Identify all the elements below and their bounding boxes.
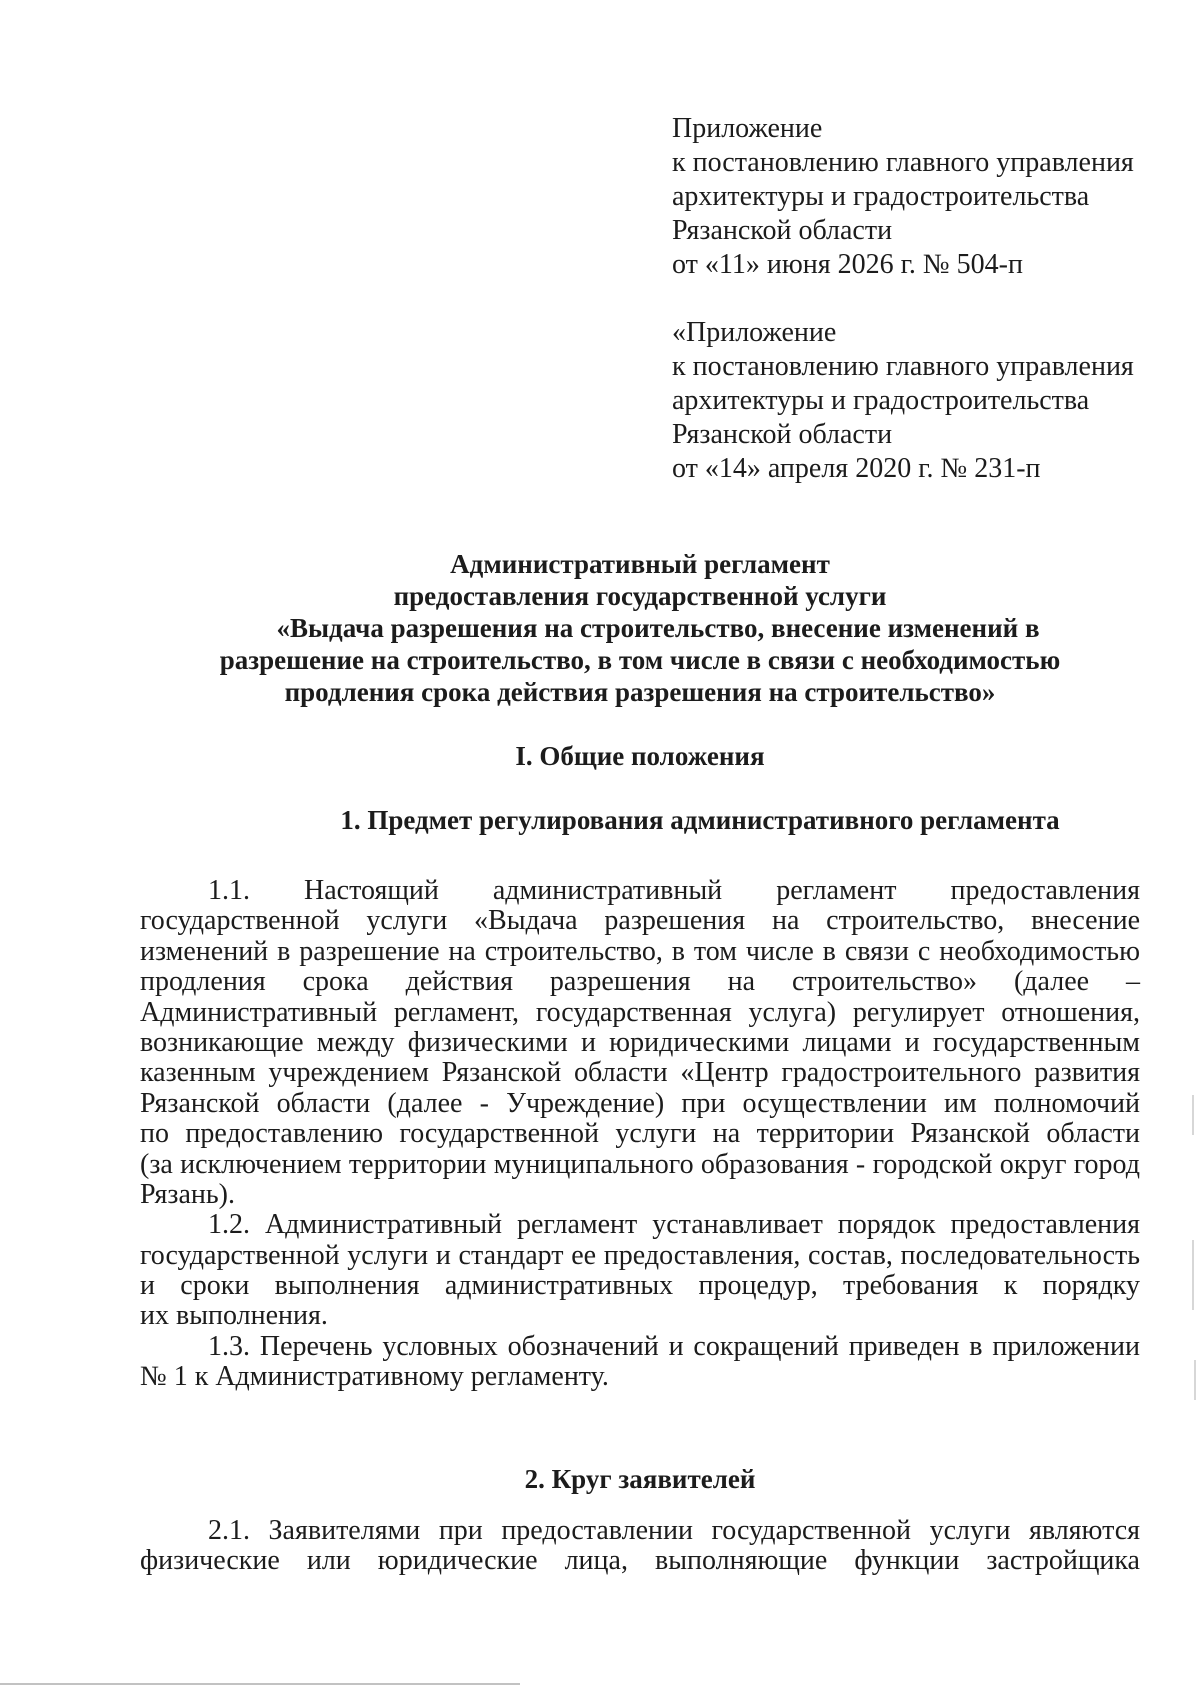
paragraph-line: продления срока действия разрешения на строительство» (далее – — [140, 966, 1140, 998]
paragraph-line: 1.3. Перечень условных обозначений и сокращений приведен в приложении — [208, 1330, 1140, 1362]
subsection-1-text — [140, 876, 1140, 1393]
paragraph-line: 1.2. Административный регламент устанавливает порядок предоставления — [208, 1209, 1140, 1241]
attachment-block-current — [672, 112, 1192, 282]
paragraph-line: физические или юридические лица, выполняющие функции застройщика — [140, 1545, 1140, 1577]
paragraph-line: их выполнения. — [140, 1300, 328, 1332]
paragraph-line: 2.1. Заявителями при предоставлении государственной услуги являются — [208, 1515, 1140, 1546]
paragraph-line: Рязань). — [140, 1178, 235, 1210]
paragraph-line: Административный регламент, государственная услуга) регулирует отношения, — [140, 996, 1140, 1028]
attachment-line: к постановлению главного управления — [672, 147, 1134, 178]
attachment-line: «Приложение — [672, 317, 837, 348]
attachment-line: к постановлению главного управления — [672, 351, 1134, 382]
title-line: предоставления государственной услуги — [393, 581, 887, 611]
paragraph-line: государственной услуги и стандарт ее предоставления, состав, последовательность — [140, 1239, 1140, 1271]
attachment-line: Приложение — [672, 113, 823, 144]
paragraph-line: Рязанской области (далее - Учреждение) при осуществлении им полномочий — [140, 1087, 1140, 1119]
attachment-line: Рязанской области — [672, 419, 893, 450]
paragraph-line: № 1 к Административному регламенту. — [140, 1361, 609, 1393]
paragraph-line: 1.1. Настоящий административный регламент предоставления — [208, 875, 1140, 906]
scan-edge-mark — [1194, 1360, 1196, 1400]
attachment-line: архитектуры и градостроительства — [672, 385, 1090, 416]
paragraph-line: возникающие между физическими и юридическими лицами и государственным — [140, 1026, 1140, 1058]
paragraph-line: государственной услуги «Выдача разрешения на строительство, внесение — [140, 905, 1140, 937]
document-title — [140, 548, 1140, 708]
title-line: Административный регламент — [450, 549, 830, 579]
attachment-line: от «11» июня 2026 г. № 504-п — [672, 249, 1023, 280]
subsection-heading: 1. Предмет регулирования административного регламента — [340, 805, 1060, 835]
section-heading: I. Общие положения — [515, 741, 765, 771]
subsection-heading: 2. Круг заявителей — [524, 1464, 756, 1494]
subsection-2-text — [140, 1516, 1140, 1577]
scan-edge-mark — [1192, 1095, 1194, 1135]
title-line: «Выдача разрешения на строительство, внесение изменений в — [276, 613, 1040, 643]
attachment-line: архитектуры и градостроительства — [672, 181, 1090, 212]
title-line: разрешение на строительство, в том числе в связи с необходимостью — [219, 645, 1061, 675]
title-line: продления срока действия разрешения на строительство» — [284, 677, 996, 707]
scan-artifact-line — [0, 1683, 520, 1685]
paragraph-line: (за исключением территории муниципального образования - городской округ город — [140, 1148, 1140, 1180]
paragraph-line: по предоставлению государственной услуги на территории Рязанской области — [140, 1118, 1140, 1150]
scan-edge-mark — [1192, 1240, 1194, 1310]
paragraph-line: казенным учреждением Рязанской области «Центр градостроительного развития — [140, 1057, 1140, 1089]
attachment-block-original — [672, 316, 1192, 486]
attachment-line: от «14» апреля 2020 г. № 231-п — [672, 453, 1041, 484]
paragraph-line: и сроки выполнения административных процедур, требования к порядку — [140, 1270, 1140, 1302]
paragraph-line: изменений в разрешение на строительство, в том числе в связи с необходимостью — [140, 935, 1140, 967]
attachment-line: Рязанской области — [672, 215, 893, 246]
